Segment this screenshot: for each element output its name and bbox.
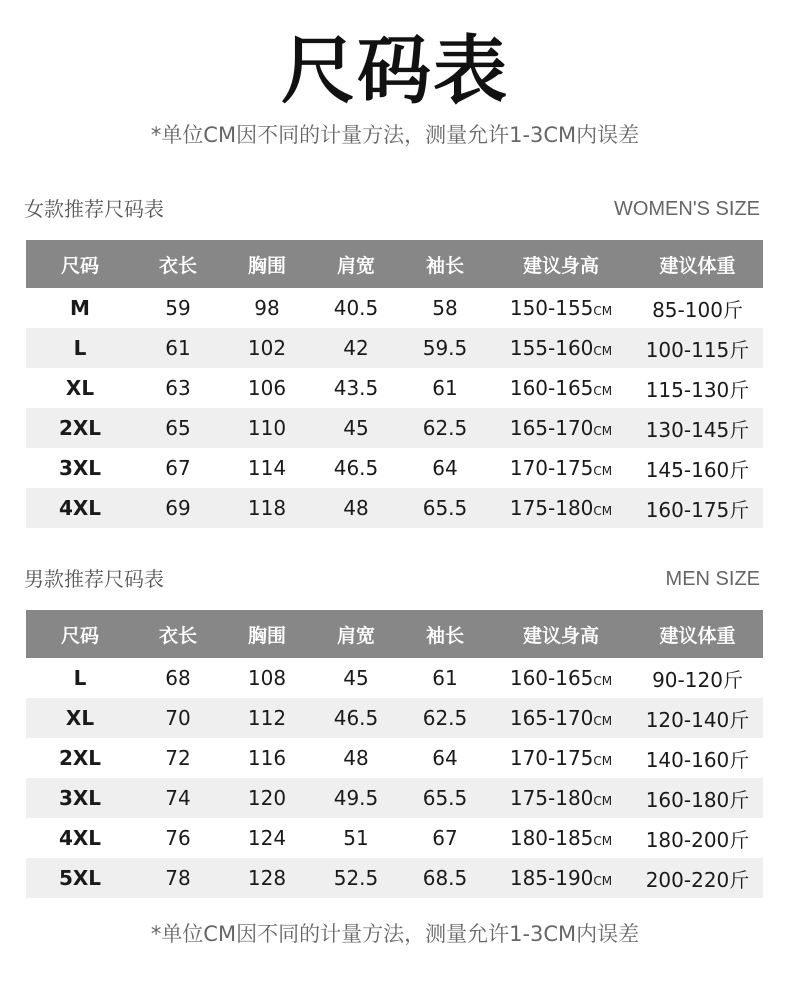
weight-unit: 斤 bbox=[729, 867, 750, 892]
men-size-table bbox=[26, 610, 763, 898]
weight-value: 100-115 bbox=[645, 337, 730, 362]
shoulder-cell: 42 bbox=[312, 328, 400, 368]
sleeve-cell: 67 bbox=[400, 818, 490, 858]
column-header-shoulder: 肩宽 bbox=[312, 610, 400, 658]
height-cell bbox=[490, 778, 632, 818]
chest-cell: 112 bbox=[222, 698, 312, 738]
men-section-label-en: MEN SIZE bbox=[665, 568, 760, 590]
weight-value: 130-145 bbox=[645, 417, 730, 442]
shoulder-cell: 52.5 bbox=[312, 858, 400, 898]
sleeve-cell: 65.5 bbox=[400, 488, 490, 528]
chest-cell: 124 bbox=[222, 818, 312, 858]
height-cell bbox=[490, 488, 632, 528]
shoulder-cell: 48 bbox=[312, 488, 400, 528]
height-cell bbox=[490, 368, 632, 408]
size-cell: XL bbox=[26, 698, 134, 738]
table-row bbox=[26, 738, 763, 778]
length-cell: 74 bbox=[134, 778, 222, 818]
table-row bbox=[26, 288, 763, 328]
weight-cell bbox=[632, 408, 763, 448]
size-cell: L bbox=[26, 328, 134, 368]
weight-value: 180-200 bbox=[645, 827, 730, 852]
women-section-label-en: WOMEN'S SIZE bbox=[613, 198, 760, 220]
weight-value: 90-120 bbox=[652, 667, 723, 692]
weight-cell bbox=[632, 448, 763, 488]
page-title: 尺码表 bbox=[281, 28, 509, 114]
height-unit: CM bbox=[593, 834, 613, 848]
size-cell: M bbox=[26, 288, 134, 328]
table-row bbox=[26, 448, 763, 488]
table-header-row bbox=[26, 240, 763, 288]
size-cell: L bbox=[26, 658, 134, 698]
chest-cell: 102 bbox=[222, 328, 312, 368]
shoulder-cell: 40.5 bbox=[312, 288, 400, 328]
sleeve-cell: 62.5 bbox=[400, 698, 490, 738]
weight-value: 160-180 bbox=[645, 787, 730, 812]
shoulder-cell: 43.5 bbox=[312, 368, 400, 408]
column-header-length: 衣长 bbox=[134, 240, 222, 288]
height-value: 170-175 bbox=[509, 746, 594, 770]
height-unit: CM bbox=[593, 714, 613, 728]
measurement-note-top: *单位CM因不同的计量方法，测量允许1-3CM内误差 bbox=[150, 123, 640, 147]
chest-cell: 114 bbox=[222, 448, 312, 488]
shoulder-cell: 51 bbox=[312, 818, 400, 858]
weight-unit: 斤 bbox=[729, 417, 750, 442]
weight-value: 200-220 bbox=[645, 867, 730, 892]
height-unit: CM bbox=[593, 344, 613, 358]
women-size-table bbox=[26, 240, 763, 528]
women-section-label: 女款推荐尺码表 bbox=[24, 197, 164, 221]
weight-unit: 斤 bbox=[729, 787, 750, 812]
chest-cell: 118 bbox=[222, 488, 312, 528]
weight-unit: 斤 bbox=[729, 827, 750, 852]
column-header-size: 尺码 bbox=[26, 610, 134, 658]
column-header-chest: 胸围 bbox=[222, 610, 312, 658]
height-value: 160-165 bbox=[509, 666, 594, 690]
size-cell: 4XL bbox=[26, 818, 134, 858]
shoulder-cell: 45 bbox=[312, 408, 400, 448]
shoulder-cell: 46.5 bbox=[312, 448, 400, 488]
column-header-chest: 胸围 bbox=[222, 240, 312, 288]
weight-cell bbox=[632, 488, 763, 528]
table-row bbox=[26, 658, 763, 698]
weight-unit: 斤 bbox=[729, 457, 750, 482]
sleeve-cell: 61 bbox=[400, 658, 490, 698]
chest-cell: 116 bbox=[222, 738, 312, 778]
column-header-sleeve: 袖长 bbox=[400, 610, 490, 658]
length-cell: 63 bbox=[134, 368, 222, 408]
weight-cell bbox=[632, 288, 763, 328]
chest-cell: 128 bbox=[222, 858, 312, 898]
weight-unit: 斤 bbox=[722, 297, 743, 322]
height-unit: CM bbox=[593, 794, 613, 808]
weight-cell bbox=[632, 778, 763, 818]
size-cell: 3XL bbox=[26, 448, 134, 488]
height-cell bbox=[490, 658, 632, 698]
table-row bbox=[26, 858, 763, 898]
sleeve-cell: 59.5 bbox=[400, 328, 490, 368]
weight-cell bbox=[632, 658, 763, 698]
weight-value: 120-140 bbox=[645, 707, 730, 732]
chest-cell: 120 bbox=[222, 778, 312, 818]
length-cell: 69 bbox=[134, 488, 222, 528]
height-value: 165-170 bbox=[509, 706, 594, 730]
weight-cell bbox=[632, 368, 763, 408]
sleeve-cell: 64 bbox=[400, 448, 490, 488]
women-table-body bbox=[26, 288, 763, 528]
chest-cell: 98 bbox=[222, 288, 312, 328]
height-cell bbox=[490, 288, 632, 328]
height-unit: CM bbox=[593, 674, 613, 688]
height-unit: CM bbox=[593, 504, 613, 518]
weight-unit: 斤 bbox=[729, 497, 750, 522]
height-unit: CM bbox=[593, 384, 613, 398]
table-row bbox=[26, 818, 763, 858]
height-value: 150-155 bbox=[509, 296, 594, 320]
weight-cell bbox=[632, 698, 763, 738]
length-cell: 76 bbox=[134, 818, 222, 858]
height-unit: CM bbox=[593, 754, 613, 768]
length-cell: 59 bbox=[134, 288, 222, 328]
length-cell: 70 bbox=[134, 698, 222, 738]
height-value: 185-190 bbox=[509, 866, 594, 890]
height-cell bbox=[490, 328, 632, 368]
shoulder-cell: 46.5 bbox=[312, 698, 400, 738]
weight-unit: 斤 bbox=[729, 747, 750, 772]
table-row bbox=[26, 368, 763, 408]
size-cell: 5XL bbox=[26, 858, 134, 898]
table-row bbox=[26, 778, 763, 818]
table-row bbox=[26, 408, 763, 448]
shoulder-cell: 49.5 bbox=[312, 778, 400, 818]
height-cell bbox=[490, 698, 632, 738]
column-header-weight: 建议体重 bbox=[632, 610, 763, 658]
height-unit: CM bbox=[593, 424, 613, 438]
shoulder-cell: 48 bbox=[312, 738, 400, 778]
weight-unit: 斤 bbox=[729, 377, 750, 402]
men-section-header bbox=[24, 564, 760, 594]
length-cell: 78 bbox=[134, 858, 222, 898]
height-value: 165-170 bbox=[509, 416, 594, 440]
column-header-weight: 建议体重 bbox=[632, 240, 763, 288]
column-header-height: 建议身高 bbox=[490, 610, 632, 658]
length-cell: 65 bbox=[134, 408, 222, 448]
size-cell: 2XL bbox=[26, 738, 134, 778]
height-cell bbox=[490, 818, 632, 858]
length-cell: 72 bbox=[134, 738, 222, 778]
height-cell bbox=[490, 858, 632, 898]
shoulder-cell: 45 bbox=[312, 658, 400, 698]
column-header-height: 建议身高 bbox=[490, 240, 632, 288]
height-cell bbox=[490, 738, 632, 778]
weight-unit: 斤 bbox=[729, 707, 750, 732]
column-header-size: 尺码 bbox=[26, 240, 134, 288]
weight-value: 140-160 bbox=[645, 747, 730, 772]
measurement-note-bottom: *单位CM因不同的计量方法，测量允许1-3CM内误差 bbox=[150, 922, 640, 946]
sleeve-cell: 58 bbox=[400, 288, 490, 328]
height-unit: CM bbox=[593, 304, 613, 318]
weight-value: 145-160 bbox=[645, 457, 730, 482]
chest-cell: 108 bbox=[222, 658, 312, 698]
chest-cell: 110 bbox=[222, 408, 312, 448]
weight-unit: 斤 bbox=[729, 337, 750, 362]
men-section-label: 男款推荐尺码表 bbox=[24, 567, 164, 591]
weight-unit: 斤 bbox=[722, 667, 743, 692]
height-value: 170-175 bbox=[509, 456, 594, 480]
height-unit: CM bbox=[593, 874, 613, 888]
weight-value: 85-100 bbox=[652, 297, 723, 322]
height-value: 155-160 bbox=[509, 336, 594, 360]
height-value: 175-180 bbox=[509, 496, 594, 520]
sleeve-cell: 61 bbox=[400, 368, 490, 408]
height-value: 180-185 bbox=[509, 826, 594, 850]
size-cell: 4XL bbox=[26, 488, 134, 528]
sleeve-cell: 62.5 bbox=[400, 408, 490, 448]
sleeve-cell: 65.5 bbox=[400, 778, 490, 818]
weight-cell bbox=[632, 818, 763, 858]
size-cell: 2XL bbox=[26, 408, 134, 448]
sleeve-cell: 68.5 bbox=[400, 858, 490, 898]
sleeve-cell: 64 bbox=[400, 738, 490, 778]
table-row bbox=[26, 488, 763, 528]
weight-value: 115-130 bbox=[645, 377, 730, 402]
chest-cell: 106 bbox=[222, 368, 312, 408]
length-cell: 67 bbox=[134, 448, 222, 488]
column-header-length: 衣长 bbox=[134, 610, 222, 658]
table-row bbox=[26, 698, 763, 738]
women-section-header bbox=[24, 194, 760, 224]
height-value: 160-165 bbox=[509, 376, 594, 400]
size-cell: XL bbox=[26, 368, 134, 408]
size-cell: 3XL bbox=[26, 778, 134, 818]
height-value: 175-180 bbox=[509, 786, 594, 810]
height-cell bbox=[490, 408, 632, 448]
length-cell: 61 bbox=[134, 328, 222, 368]
table-header-row bbox=[26, 610, 763, 658]
men-table-body bbox=[26, 658, 763, 898]
weight-cell bbox=[632, 738, 763, 778]
column-header-shoulder: 肩宽 bbox=[312, 240, 400, 288]
weight-value: 160-175 bbox=[645, 497, 730, 522]
height-unit: CM bbox=[593, 464, 613, 478]
weight-cell bbox=[632, 328, 763, 368]
length-cell: 68 bbox=[134, 658, 222, 698]
table-row bbox=[26, 328, 763, 368]
height-cell bbox=[490, 448, 632, 488]
column-header-sleeve: 袖长 bbox=[400, 240, 490, 288]
weight-cell bbox=[632, 858, 763, 898]
